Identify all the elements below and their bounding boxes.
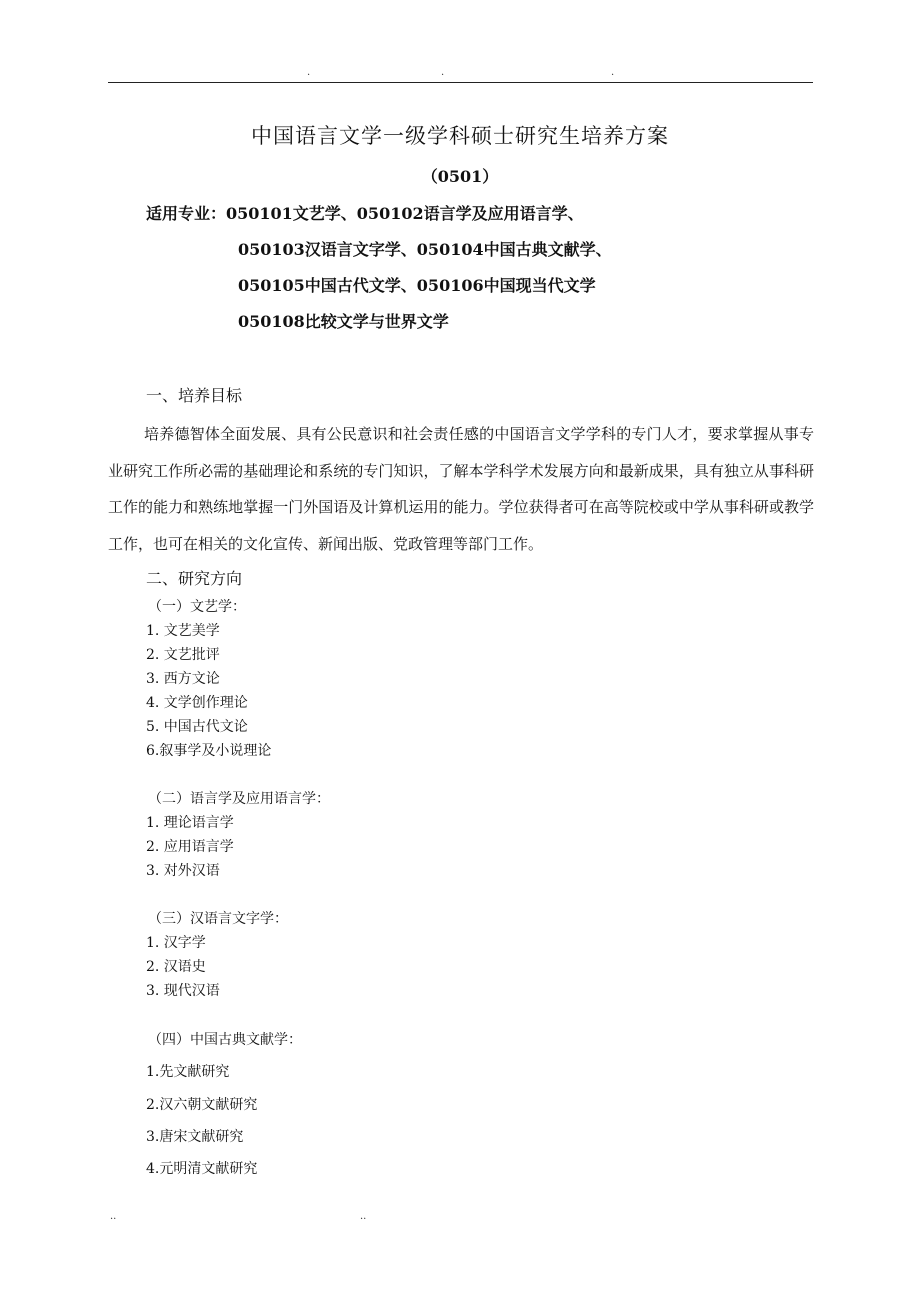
list-item: 4.元明清文献研究 (146, 1161, 258, 1177)
header-dot: . (611, 67, 615, 78)
list-item: 1. 汉字学 (146, 935, 206, 951)
list-item: 3. 对外汉语 (146, 863, 220, 879)
document-title: 中国语言文学一级学科硕士研究生培养方案 (251, 124, 669, 148)
applicable-majors-line: 适用专业：050101文艺学、050102语言学及应用语言学、 (146, 204, 584, 223)
training-objectives-paragraph: 培养德智体全面发展、具有公民意识和社会责任感的中国语言文学学科的专门人才，要求掌握从事专业研究工作所必需的基础理论和系统的专门知识，了解本学科学术发展方向和最新成果，具有独立从事科研工作的能力和熟练地掌握一门外国语及计算机运用的能力。学位获得者可在高等院校或中学从事科研或教学工作，也可在相关的文化宣传、新闻出版、党政管理等部门工作。 (108, 425, 814, 553)
list-item: 1. 文艺美学 (146, 623, 220, 639)
section-heading-training-objectives: 一、培养目标 (146, 386, 243, 405)
header-dot: . (307, 67, 311, 78)
applicable-majors-line: 050108比较文学与世界文学 (238, 312, 449, 331)
applicable-majors-line: 050105中国古代文学、050106中国现当代文学 (238, 276, 596, 295)
list-item: 6.叙事学及小说理论 (146, 743, 272, 759)
list-item: 1.先文献研究 (146, 1064, 230, 1080)
direction-group-title: （二）语言学及应用语言学： (148, 791, 330, 807)
applicable-majors-line: 050103汉语言文字学、050104中国古典文献学、 (238, 240, 612, 259)
section-heading-research-directions: 二、研究方向 (146, 569, 243, 588)
direction-group-title: （四）中国古典文献学： (148, 1032, 302, 1048)
list-item: 3. 现代汉语 (146, 983, 220, 999)
header-dot: . (441, 67, 445, 78)
list-item: 3. 西方文论 (146, 671, 220, 687)
direction-group-title: （三）汉语言文字学： (148, 911, 288, 927)
list-item: 1. 理论语言学 (146, 815, 234, 831)
list-item: 3.唐宋文献研究 (146, 1129, 244, 1145)
footer-dots: .. (110, 1211, 117, 1222)
list-item: 2. 汉语史 (146, 959, 206, 975)
header-rule (108, 82, 813, 83)
list-item: 5. 中国古代文论 (146, 719, 248, 735)
footer-dots: .. (360, 1211, 367, 1222)
list-item: 2. 应用语言学 (146, 839, 234, 855)
list-item: 2.汉六朝文献研究 (146, 1097, 258, 1113)
list-item: 4. 文学创作理论 (146, 695, 248, 711)
direction-group-title: （一）文艺学： (148, 599, 246, 615)
list-item: 2. 文艺批评 (146, 647, 220, 663)
discipline-code: （0501） (421, 167, 499, 186)
